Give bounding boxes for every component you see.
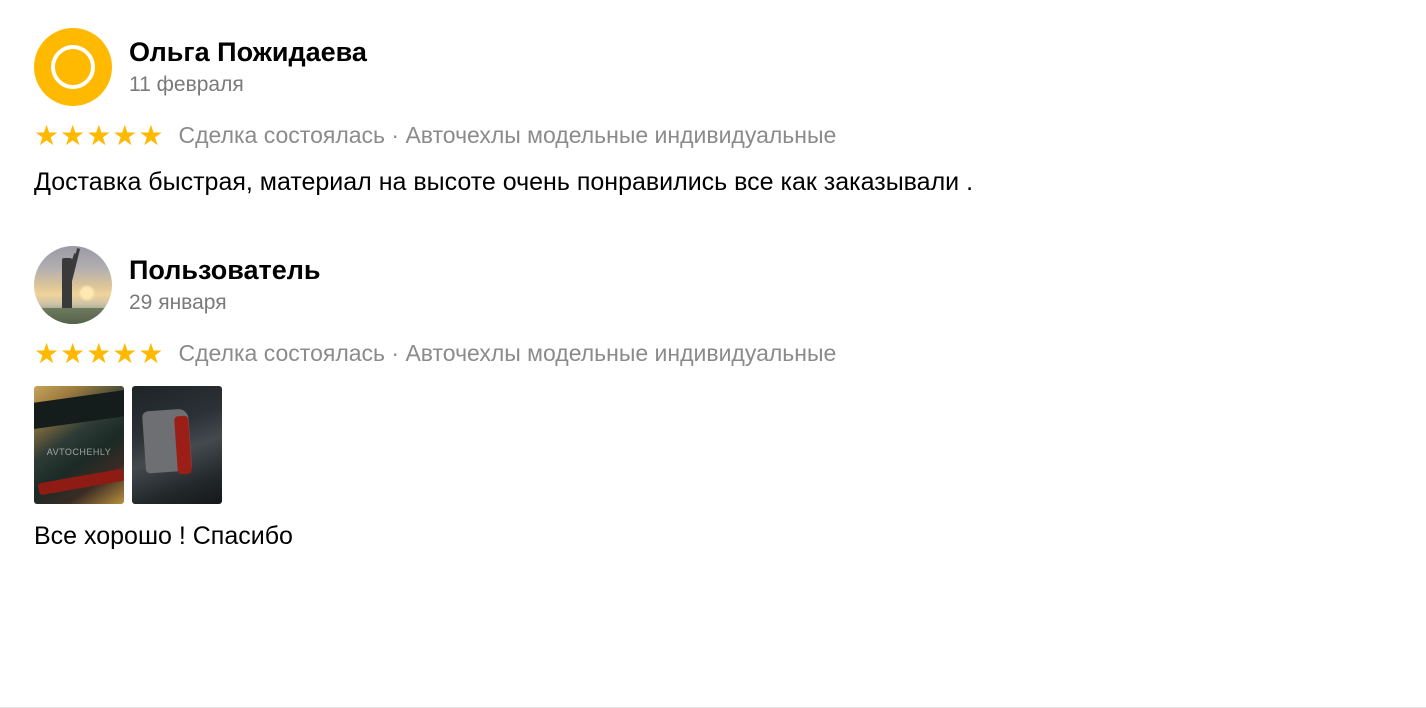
review-photo-2[interactable]	[132, 386, 222, 504]
review-text: Доставка быстрая, материал на высоте очень понравились все как заказывали .	[34, 168, 974, 196]
review-header	[34, 28, 1392, 106]
sun-icon	[80, 286, 94, 300]
star-rating-icon: ★★★★★	[34, 120, 165, 151]
review-author-block	[129, 256, 320, 314]
review-author-name[interactable]: Ольга Пожидаева	[129, 37, 367, 68]
review-author-block	[129, 38, 367, 96]
review-item	[34, 246, 1392, 554]
review-photo-1[interactable]	[34, 386, 124, 504]
review-deal-info: Сделка состоялась · Авточехлы модельные индивидуальные	[178, 122, 837, 149]
avatar[interactable]	[34, 246, 112, 324]
review-text: Все хорошо ! Спасибо	[34, 521, 293, 550]
review-rating-line	[34, 122, 1392, 150]
review-author-name[interactable]: Пользователь	[129, 254, 321, 285]
review-item	[34, 28, 1392, 200]
photo-watermark: AVTOCHEHLY	[46, 447, 112, 458]
review-rating-line	[34, 337, 1392, 369]
monument-base	[34, 308, 112, 324]
star-rating-icon: ★★★★★	[34, 337, 165, 369]
avatar[interactable]	[34, 28, 112, 106]
review-date: 11 февраля	[129, 72, 244, 96]
review-header	[34, 246, 1392, 324]
review-date: 29 января	[129, 290, 227, 314]
review-deal-info: Сделка состоялась · Авточехлы модельные индивидуальные	[178, 339, 837, 366]
review-photos	[34, 386, 1392, 504]
avatar-initial	[51, 45, 95, 89]
